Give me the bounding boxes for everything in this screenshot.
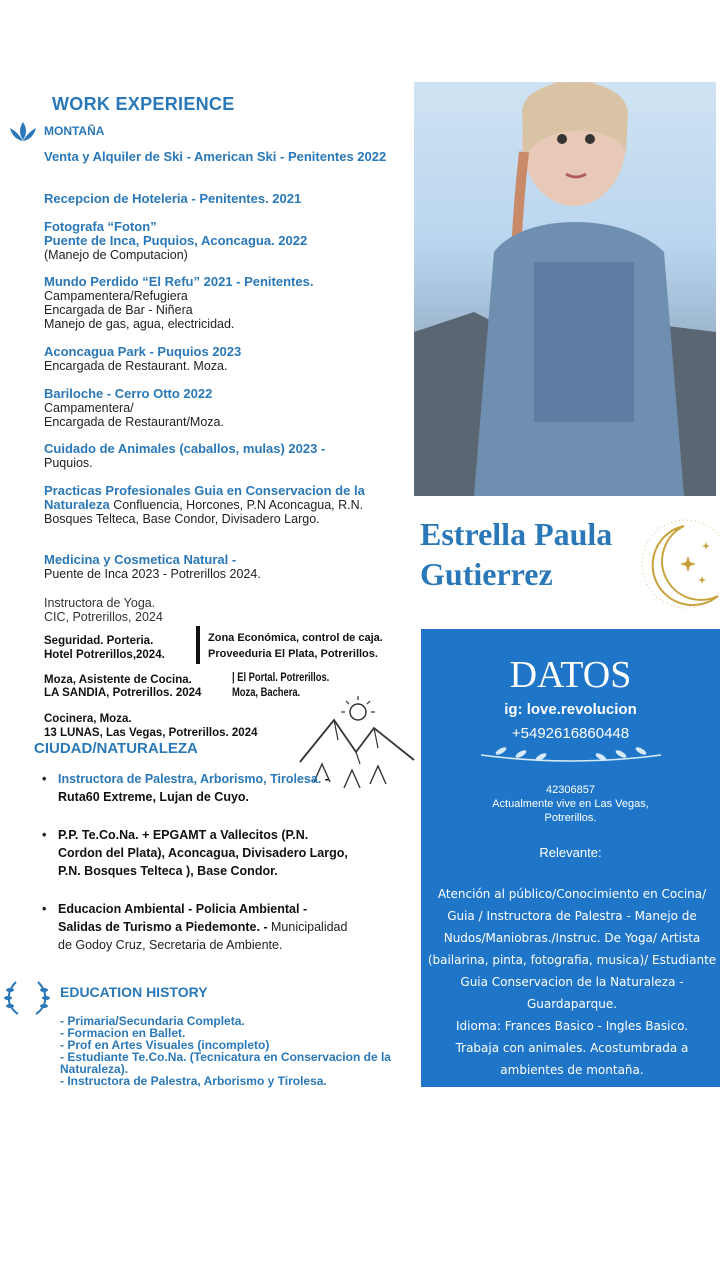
relevante-text: Atención al público/Conocimiento en Cocina/ Guia / Instructora de Palestra - Manejo de Nudos/Maniobras./Instruc. De Yoga/ Artista (bailarina, pinta, fotografia, musica)/ Estudiante Guia Conservacion de la Naturaleza - Guardaparque. Idioma: Frances Basico - Ingles Basico. Trabaja con animales. Acostumbrada a ambientes de montaña. (427, 887, 717, 1077)
location-text: Actualmente vive en Las Vegas, Potrerillos. (492, 798, 649, 824)
moon-icon (626, 500, 720, 630)
yoga-entry: Instructora de Yoga. CIC, Potrerillos, 2024 (44, 596, 163, 624)
entry-detail: Puente de Inca 2023 - Potrerillos 2024. (44, 567, 261, 581)
profile-photo (414, 82, 716, 496)
contact-details (421, 783, 720, 825)
work-entry (44, 192, 389, 206)
work-entry (44, 484, 374, 526)
entry-detail: Campamentera/Refugiera Encargada de Bar - Niñera Manejo de gas, agua, electricidad. (44, 289, 235, 331)
sandia-entry: Moza, Asistente de Cocina. LA SANDIA, Potrerillos. 2024 (44, 674, 202, 699)
ciudad-heading: CIUDAD/NATURALEZA (34, 740, 198, 757)
entry-detail: (Manejo de Computacion) (44, 248, 188, 262)
security-entry: Seguridad. Porteria. Hotel Potrerillos,2024. (44, 635, 165, 661)
portal-entry: | El Portal. Potrerillos. Moza, Bachera. (232, 670, 330, 699)
work-entry (44, 553, 389, 581)
entry-title: Venta y Alquiler de Ski - American Ski - Penitentes 2022 (44, 149, 387, 164)
leaf-branch-icon (471, 733, 671, 773)
work-entry (44, 150, 389, 164)
instagram-handle[interactable]: ig: love.revolucion (504, 701, 637, 718)
datos-panel (421, 629, 720, 1087)
bullet-icon: • (42, 828, 47, 842)
name-line-1: Estrella Paula (420, 516, 613, 552)
datos-heading: DATOS (509, 654, 632, 696)
entry-title: Bariloche - Cerro Otto 2022 (44, 386, 213, 401)
bullet-icon: • (42, 772, 47, 786)
entry-detail: Encargada de Restaurant. Moza. (44, 359, 228, 373)
item-bold: P.P. Te.Co.Na. + EPGAMT a Vallecitos (P.N. Cordon del Plata), Aconcagua, Divisadero Largo, P.N. Bosques Telteca ), Base Condor. (58, 828, 348, 878)
lotus-icon (8, 120, 38, 146)
education-item: - Prof en Artes Visuales (incompleto) (60, 1038, 270, 1052)
entry-title: Aconcagua Park - Puquios 2023 (44, 344, 242, 359)
entry-title: Recepcion de Hoteleria - Penitentes. 2021 (44, 191, 302, 206)
entry-detail: Campamentera/ Encargada de Restaurant/Moza. (44, 401, 224, 429)
ciudad-item (44, 900, 354, 954)
entry-detail: Puquios. (44, 456, 93, 470)
profile-name (420, 514, 612, 594)
work-entry (44, 387, 389, 429)
entry-title: Cuidado de Animales (caballos, mulas) 2023 - (44, 441, 326, 456)
ciudad-item (44, 826, 354, 880)
education-item: - Estudiante Te.Co.Na. (Tecnicatura en Conservacion de la Naturaleza). (60, 1050, 391, 1076)
entry-title: Practicas Profesionales Guia en Conservacion de la Naturaleza (44, 483, 365, 512)
phone-number[interactable]: +5492616860448 (511, 725, 630, 742)
education-item: - Primaria/Secundaria Completa. (60, 1014, 245, 1028)
education-heading: EDUCATION HISTORY (60, 984, 208, 1000)
work-experience-heading: WORK EXPERIENCE (52, 94, 235, 114)
item-bold: - Ruta60 Extreme, Lujan de Cuyo. (58, 772, 329, 804)
entry-title: Mundo Perdido “El Refu” 2021 - Penitentes. (44, 274, 314, 289)
education-item: - Instructora de Palestra, Arborismo y Tirolesa. (60, 1074, 327, 1088)
item-bold: Educacion Ambiental - Policia Ambiental - Salidas de Turismo a Piedemonte. - (58, 902, 308, 934)
ciudad-item (44, 770, 354, 806)
zona-entry: Zona Económica, control de caja. Proveeduria El Plata, Potrerillos. (208, 632, 383, 660)
work-entry (44, 220, 389, 262)
divider-bar (196, 626, 200, 664)
relevante-label: Relevante: (539, 845, 602, 860)
cocinera-entry: Cocinera, Moza. 13 LUNAS, Las Vegas, Potrerillos. 2024 (44, 713, 258, 739)
work-entry (44, 345, 389, 373)
item-plain: Municipalidad de Godoy Cruz, Secretaria de Ambiente. (58, 920, 348, 952)
work-entry (44, 442, 389, 470)
entry-detail: Confluencia, Horcones, P.N Aconcagua, R.N. Bosques Telteca, Base Condor, Divisadero Largo. (44, 498, 364, 526)
item-title: Instructora de Palestra, Arborismo, Tirolesa. (58, 772, 322, 786)
entry-title: Medicina y Cosmetica Natural - (44, 552, 237, 567)
photo-illustration (414, 82, 716, 496)
montana-label: MONTAÑA (44, 124, 105, 138)
name-line-2: Gutierrez (420, 556, 553, 592)
work-entry (44, 275, 389, 331)
education-item: - Formacion en Ballet. (60, 1026, 186, 1040)
laurel-icon (2, 978, 52, 1018)
education-list (60, 1015, 400, 1087)
id-number: 42306857 (546, 784, 595, 796)
entry-title: Fotografa “Foton” Puente de Inca, Puquios, Aconcagua. 2022 (44, 219, 308, 248)
bullet-icon: • (42, 902, 47, 916)
